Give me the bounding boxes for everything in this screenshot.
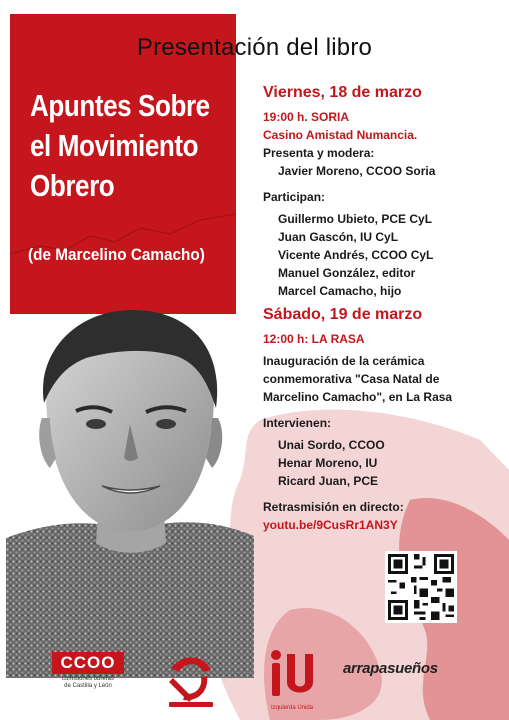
- ccoo-wordmark: CCOO: [52, 652, 124, 674]
- day2-description-line: Marcelino Camacho", en La Rasa: [263, 390, 453, 404]
- day2-description-line: Inauguración de la cerámica: [263, 354, 425, 368]
- ccoo-logo: [52, 652, 124, 702]
- pce-logo-icon: [163, 648, 217, 708]
- qr-code-icon[interactable]: [385, 551, 457, 623]
- iu-logo-icon: [262, 648, 322, 698]
- stream-label: Retrasmisión en directo:: [263, 500, 404, 514]
- ccoo-subtitle: [52, 676, 124, 690]
- day2-heading: Sábado, 19 de marzo: [263, 306, 423, 323]
- participant-item: Guillermo Ubieto, PCE CyL: [278, 212, 433, 226]
- iu-subtitle: Izquierda Unida: [270, 705, 314, 711]
- event-details: [263, 82, 503, 534]
- day2-time-place: 12:00 h: LA RASA: [263, 332, 365, 346]
- participant-item: Manuel González, editor: [278, 266, 416, 280]
- day1-heading: Viernes, 18 de marzo: [263, 84, 422, 101]
- day1-participants-label: Participan:: [263, 190, 326, 204]
- day1-time-place: 19:00 h. SORIA: [263, 110, 350, 124]
- ccoo-subtitle-line: comisiones obreras: [61, 676, 115, 682]
- participant-item: Marcel Camacho, hijo: [278, 284, 402, 298]
- participant-item: Vicente Andrés, CCOO CyL: [278, 248, 434, 262]
- sponsor-logos: [0, 640, 509, 720]
- book-author: (de Marcelino Camacho): [28, 245, 205, 264]
- day1-venue: Casino Amistad Numancia.: [263, 128, 418, 142]
- day1-presenter: Javier Moreno, CCOO Soria: [278, 164, 436, 178]
- ccoo-subtitle-line: de Castilla y León: [64, 683, 112, 689]
- book-title-line: el Movimiento: [30, 128, 199, 163]
- book-title-line: Apuntes Sobre: [30, 88, 210, 123]
- speaker-item: Unai Sordo, CCOO: [278, 438, 385, 452]
- arrapasuenos-logo: arrapasueños: [343, 660, 438, 677]
- poster-header: Presentación del libro: [136, 34, 373, 61]
- day2-description-line: conmemorativa "Casa Natal de: [263, 372, 440, 386]
- speaker-item: Henar Moreno, IU: [278, 456, 378, 470]
- book-title-line: Obrero: [30, 168, 115, 203]
- iu-logo: [262, 648, 322, 710]
- day1-presenter-label: Presenta y modera:: [263, 146, 375, 160]
- portrait-photo: [6, 308, 254, 678]
- stream-link[interactable]: youtu.be/9CusRr1AN3Y: [263, 518, 398, 532]
- book-title: [30, 86, 210, 206]
- day2-speakers-label: Intervienen:: [263, 416, 332, 430]
- participant-item: Juan Gascón, IU CyL: [278, 230, 399, 244]
- speaker-item: Ricard Juan, PCE: [278, 474, 379, 488]
